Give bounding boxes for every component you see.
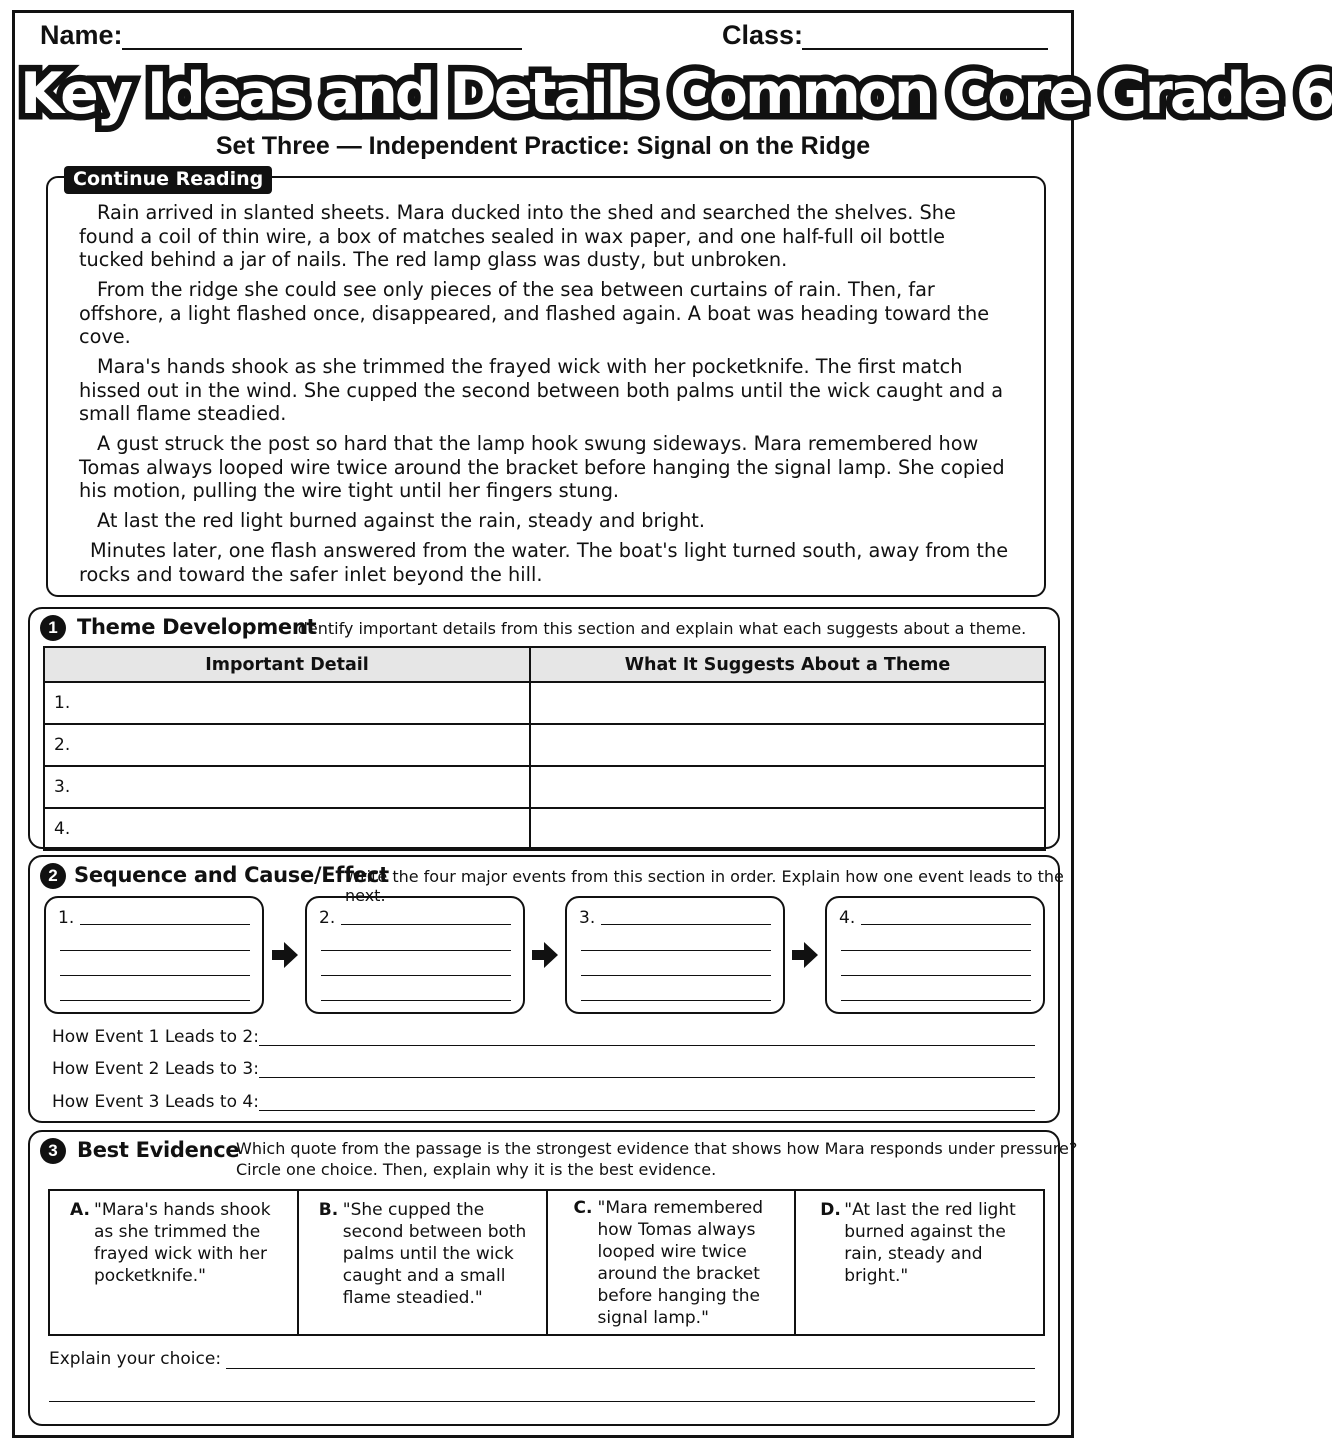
choice-d[interactable] <box>795 1190 1044 1335</box>
event-box-2[interactable] <box>305 896 525 1014</box>
choice-a[interactable] <box>49 1190 298 1335</box>
table-row <box>44 682 1045 724</box>
column-header: Important Detail <box>44 647 530 682</box>
continue-reading-tab: Continue Reading <box>64 166 272 194</box>
table-row <box>44 724 1045 766</box>
lead-label: How Event 2 Leads to 3: <box>52 1059 259 1079</box>
name-label: Name: <box>40 20 123 50</box>
theme-cell[interactable] <box>530 808 1045 850</box>
lead-answer-line[interactable] <box>259 1110 1035 1111</box>
section-title: Sequence and Cause/Effect <box>74 863 389 887</box>
right-arrow-icon <box>792 941 818 969</box>
detail-cell[interactable]: 4. <box>44 808 530 850</box>
section-title: Best Evidence <box>77 1138 240 1162</box>
choice-b[interactable] <box>298 1190 547 1335</box>
passage-paragraph: At last the red light burned against the rain, steady and bright. <box>97 509 705 532</box>
event-number: 3. <box>579 908 596 928</box>
class-line[interactable] <box>802 48 1048 50</box>
write-line[interactable] <box>861 924 1031 925</box>
worksheet-title: Key Ideas and Details Common Core Grade 6 <box>20 61 1332 127</box>
choice-letter: A. <box>70 1200 90 1220</box>
table-row <box>44 766 1045 808</box>
write-line[interactable] <box>581 1000 771 1001</box>
right-arrow-icon <box>532 941 558 969</box>
section-instruction: Circle one choice. Then, explain why it is the best evidence. <box>236 1160 717 1179</box>
write-line[interactable] <box>321 975 511 976</box>
choice-c[interactable] <box>547 1190 796 1335</box>
passage-paragraph: Minutes later, one flash answered from the water. The boat's light turned south, away from the rocks and toward the safer inlet beyond the hill. <box>79 539 1009 586</box>
event-number: 4. <box>839 908 856 928</box>
explain-line[interactable] <box>226 1368 1035 1369</box>
section-number-badge: 3 <box>40 1138 66 1164</box>
worksheet-subtitle: Set Three — Independent Practice: Signal on the Ridge <box>215 132 871 160</box>
detail-cell[interactable]: 3. <box>44 766 530 808</box>
lead-label: How Event 3 Leads to 4: <box>52 1092 259 1112</box>
column-header: What It Suggests About a Theme <box>530 647 1045 682</box>
explain-label: Explain your choice: <box>49 1349 222 1369</box>
theme-cell[interactable] <box>530 766 1045 808</box>
table-row <box>49 1190 1044 1335</box>
passage-paragraph: Rain arrived in slanted sheets. Mara ducked into the shed and searched the shelves. She found a coil of thin wire, a box of matches sealed in wax paper, and one half-full oil bottle tucked behind a jar of nails. The red lamp glass was dusty, but unbroken. <box>79 201 956 271</box>
section-instruction: Which quote from the passage is the strongest evidence that shows how Mara responds under pressure? <box>236 1139 1078 1158</box>
event-number: 1. <box>58 908 75 928</box>
choice-letter: B. <box>318 1200 339 1220</box>
reading-passage <box>79 201 1009 593</box>
section-instruction: Identify important details from this section and explain what each suggests about a theme. <box>293 619 1027 638</box>
write-line[interactable] <box>341 924 511 925</box>
section-instruction: Write the four major events from this section in order. Explain how one event leads to the next. <box>345 867 1064 905</box>
lead-answer-line[interactable] <box>259 1045 1035 1046</box>
choice-quote: "At last the red light burned against the rain, steady and bright." <box>844 1200 1016 1286</box>
section-title: Theme Development <box>77 615 317 639</box>
write-line[interactable] <box>60 1000 250 1001</box>
name-line[interactable] <box>122 48 522 50</box>
section-number-badge: 2 <box>40 863 66 889</box>
theme-cell[interactable] <box>530 724 1045 766</box>
choice-quote: "She cupped the second between both palms until the wick caught and a small flame steadied." <box>342 1200 527 1308</box>
choice-quote: "Mara's hands shook as she trimmed the frayed wick with her pocketknife." <box>94 1200 271 1286</box>
detail-cell[interactable]: 1. <box>44 682 530 724</box>
write-line[interactable] <box>60 975 250 976</box>
table-header-row <box>44 647 1045 682</box>
theme-table <box>43 646 1046 851</box>
write-line[interactable] <box>321 950 511 951</box>
lead-label: How Event 1 Leads to 2: <box>52 1027 259 1047</box>
right-arrow-icon <box>272 941 298 969</box>
event-box-3[interactable] <box>565 896 785 1014</box>
explain-line[interactable] <box>49 1401 1035 1402</box>
theme-cell[interactable] <box>530 682 1045 724</box>
detail-cell[interactable]: 2. <box>44 724 530 766</box>
choice-quote: "Mara remembered how Tomas always looped wire twice around the bracket before hanging the signal lamp." <box>597 1198 763 1328</box>
passage-paragraph: From the ridge she could see only pieces of the sea between curtains of rain. Then, far offshore, a light flashed once, disappeared, and flashed again. A boat was heading toward the cove. <box>79 278 990 348</box>
event-number: 2. <box>319 908 336 928</box>
table-row <box>44 808 1045 850</box>
lead-answer-line[interactable] <box>259 1077 1035 1078</box>
write-line[interactable] <box>80 924 250 925</box>
write-line[interactable] <box>841 975 1031 976</box>
evidence-choices-table <box>48 1189 1045 1336</box>
section-number-badge: 1 <box>40 615 66 641</box>
write-line[interactable] <box>581 975 771 976</box>
write-line[interactable] <box>60 950 250 951</box>
choice-letter: D. <box>820 1200 841 1220</box>
event-box-4[interactable] <box>825 896 1045 1014</box>
write-line[interactable] <box>841 950 1031 951</box>
choice-letter: C. <box>573 1198 593 1218</box>
write-line[interactable] <box>321 1000 511 1001</box>
class-label: Class: <box>722 20 804 50</box>
passage-paragraph: A gust struck the post so hard that the lamp hook swung sideways. Mara remembered how Tomas always looped wire twice around the bracket before hanging the signal lamp. She copied his motion, pulling the wire tight until her fingers stung. <box>79 432 1005 502</box>
write-line[interactable] <box>841 1000 1031 1001</box>
passage-paragraph: Mara's hands shook as she trimmed the frayed wick with her pocketknife. The first match hissed out in the wind. She cupped the second between both palms until the wick caught and a small flame steadied. <box>79 355 1004 425</box>
event-box-1[interactable] <box>44 896 264 1014</box>
write-line[interactable] <box>581 950 771 951</box>
write-line[interactable] <box>601 924 771 925</box>
